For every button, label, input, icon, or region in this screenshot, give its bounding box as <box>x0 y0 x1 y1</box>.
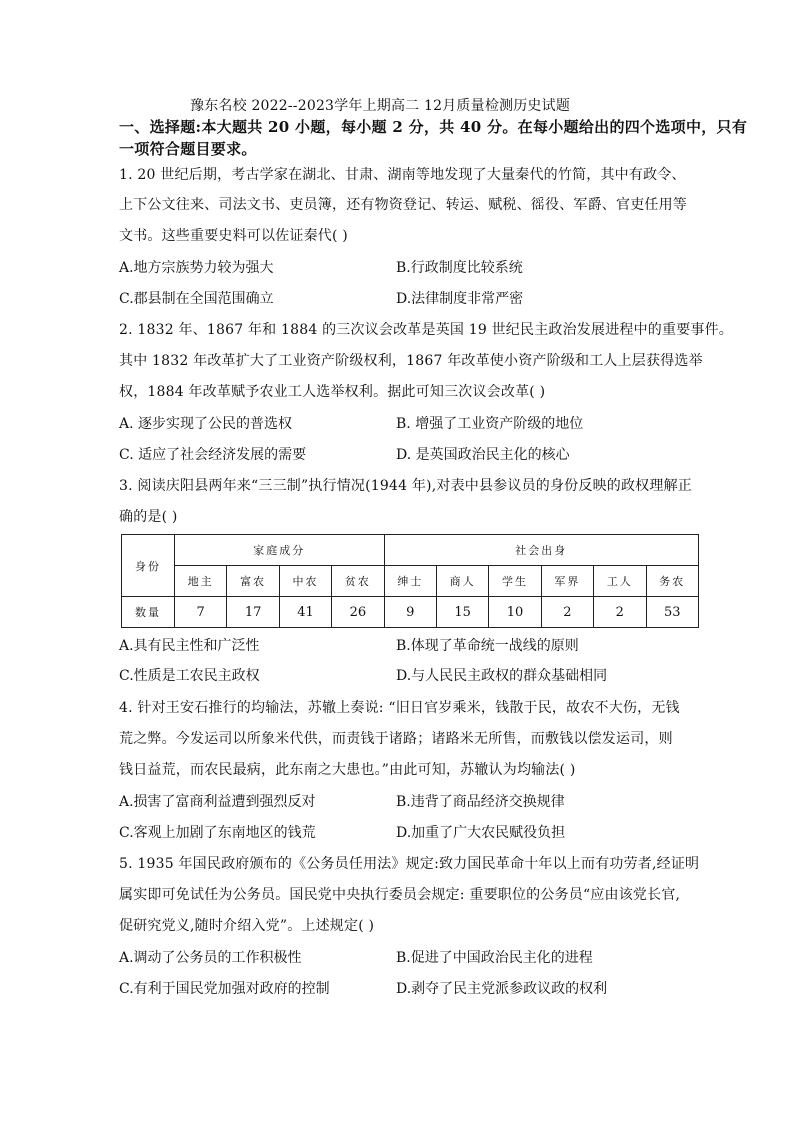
q3-option-c[interactable]: C.性质是工农民主政权 <box>119 668 260 684</box>
q2-option-b[interactable]: B. 增强了工业资产阶级的地位 <box>396 416 584 432</box>
table-cell: 7 <box>175 597 227 628</box>
table-cell: 9 <box>384 597 436 628</box>
q2-option-a[interactable]: A. 逐步实现了公民的普选权 <box>119 416 293 432</box>
exam-title: 豫东名校 2022--2023学年上期高二 12月质量检测历史试题 <box>190 98 571 114</box>
q1-option-b[interactable]: B.行政制度比较系统 <box>396 260 523 276</box>
q1-option-a[interactable]: A.地方宗族势力较为强大 <box>119 260 274 276</box>
q3-stem-line-1: 3. 阅读庆阳县两年来“三三制”执行情况(1944 年),对表中县参议员的身份反映的政权理解正 <box>119 478 692 494</box>
section-heading-line-2: 一项符合题目要求。 <box>119 140 257 158</box>
table-column-header: 富农 <box>227 566 279 597</box>
q2-stem-line-3: 权，1884 年改革赋予农业工人选举权利。据此可知三次议会改革( ) <box>119 384 546 400</box>
table-column-header: 军界 <box>541 566 593 597</box>
q3-stem-line-2: 确的是( ) <box>119 509 178 525</box>
q1-option-d[interactable]: D.法律制度非常严密 <box>396 291 524 307</box>
table-column-header: 学生 <box>489 566 541 597</box>
q2-option-c[interactable]: C. 适应了社会经济发展的需要 <box>119 447 307 463</box>
q5-option-b[interactable]: B.促进了中国政治民主化的进程 <box>396 950 593 966</box>
section-heading-line-1: 一、选择题:本大题共 20 小题，每小题 2 分，共 40 分。在每小题给出的四个选项中，只有 <box>119 118 748 136</box>
table-row-header-identity: 身份 <box>122 535 175 597</box>
table-column-header: 工人 <box>594 566 646 597</box>
table-column-header: 中农 <box>279 566 331 597</box>
table-group-social: 社会出身 <box>384 535 698 566</box>
table-column-header: 商人 <box>436 566 488 597</box>
q1-stem-line-3: 文书。这些重要史料可以佐证秦代( ) <box>119 228 348 244</box>
q5-stem-line-2: 属实即可免试任为公务员。国民党中央执行委员会规定: 重要职位的公务员“应由该党长官, <box>119 887 681 903</box>
q4-stem-line-2: 荒之弊。今发运司以所象米代供，而责钱于诸路；诸路米无所售，而敷钱以偿发运司，则 <box>119 731 673 747</box>
q4-option-c[interactable]: C.客观上加剧了东南地区的钱荒 <box>119 825 316 841</box>
q5-option-a[interactable]: A.调动了公务员的工作积极性 <box>119 950 302 966</box>
q5-option-d[interactable]: D.剥夺了民主党派参政议政的权利 <box>396 981 608 997</box>
q1-option-c[interactable]: C.郡县制在全国范围确立 <box>119 291 274 307</box>
table-column-header: 地主 <box>175 566 227 597</box>
table-row-header-count: 数量 <box>122 597 175 628</box>
table-group-family: 家庭成分 <box>175 535 385 566</box>
table-cell: 10 <box>489 597 541 628</box>
table-cell: 41 <box>279 597 331 628</box>
table-cell: 2 <box>541 597 593 628</box>
q4-stem-line-1: 4. 针对王安石推行的均输法，苏辙上奏说: “旧日官岁乘米，钱散于民，故农不大伤，无钱 <box>119 700 680 716</box>
table-column-header: 贫农 <box>332 566 384 597</box>
q2-option-d[interactable]: D. 是英国政治民主化的核心 <box>396 447 570 463</box>
table-column-header: 绅士 <box>384 566 436 597</box>
q2-stem-line-1: 2. 1832 年、1867 年和 1884 的三次议会改革是英国 19 世纪民主政治发展进程中的重要事件。 <box>119 322 734 338</box>
q4-option-a[interactable]: A.损害了富商利益遭到强烈反对 <box>119 794 316 810</box>
table-cell: 53 <box>646 597 698 628</box>
table-cell: 15 <box>436 597 488 628</box>
q1-stem-line-1: 1. 20 世纪后期，考古学家在湖北、甘肃、湖南等地发现了大量秦代的竹简，其中有政令、 <box>119 167 686 183</box>
q1-stem-line-2: 上下公文往来、司法文书、吏员簿，还有物资登记、转运、赋税、徭役、军爵、官吏任用等 <box>119 197 687 213</box>
q5-option-c[interactable]: C.有利于国民党加强对政府的控制 <box>119 981 330 997</box>
q4-option-d[interactable]: D.加重了广大农民赋役负担 <box>396 825 566 841</box>
q4-option-b[interactable]: B.违背了商品经济交换规律 <box>396 794 565 810</box>
q3-option-d[interactable]: D.与人民民主政权的群众基础相同 <box>396 668 608 684</box>
q4-stem-line-3: 钱日益荒，而农民最病，此东南之大患也。”由此可知，苏辙认为均输法( ) <box>119 762 576 778</box>
q3-data-table <box>121 534 699 628</box>
table-row <box>122 597 699 628</box>
q2-stem-line-2: 其中 1832 年改革扩大了工业资产阶级权利，1867 年改革使小资产阶级和工人上层获得选举 <box>119 353 703 369</box>
q5-stem-line-1: 5. 1935 年国民政府颁布的《公务员任用法》规定:致力国民革命十年以上而有功劳者,经证明 <box>119 856 700 872</box>
q5-stem-line-3: 促研究党义,随时介绍入党”。上述规定( ) <box>119 918 375 934</box>
q3-option-b[interactable]: B.体现了革命统一战线的原则 <box>396 638 579 654</box>
q3-option-a[interactable]: A.具有民主性和广泛性 <box>119 638 260 654</box>
table-cell: 2 <box>594 597 646 628</box>
table-cell: 17 <box>227 597 279 628</box>
table-column-header: 务农 <box>646 566 698 597</box>
table-cell: 26 <box>332 597 384 628</box>
